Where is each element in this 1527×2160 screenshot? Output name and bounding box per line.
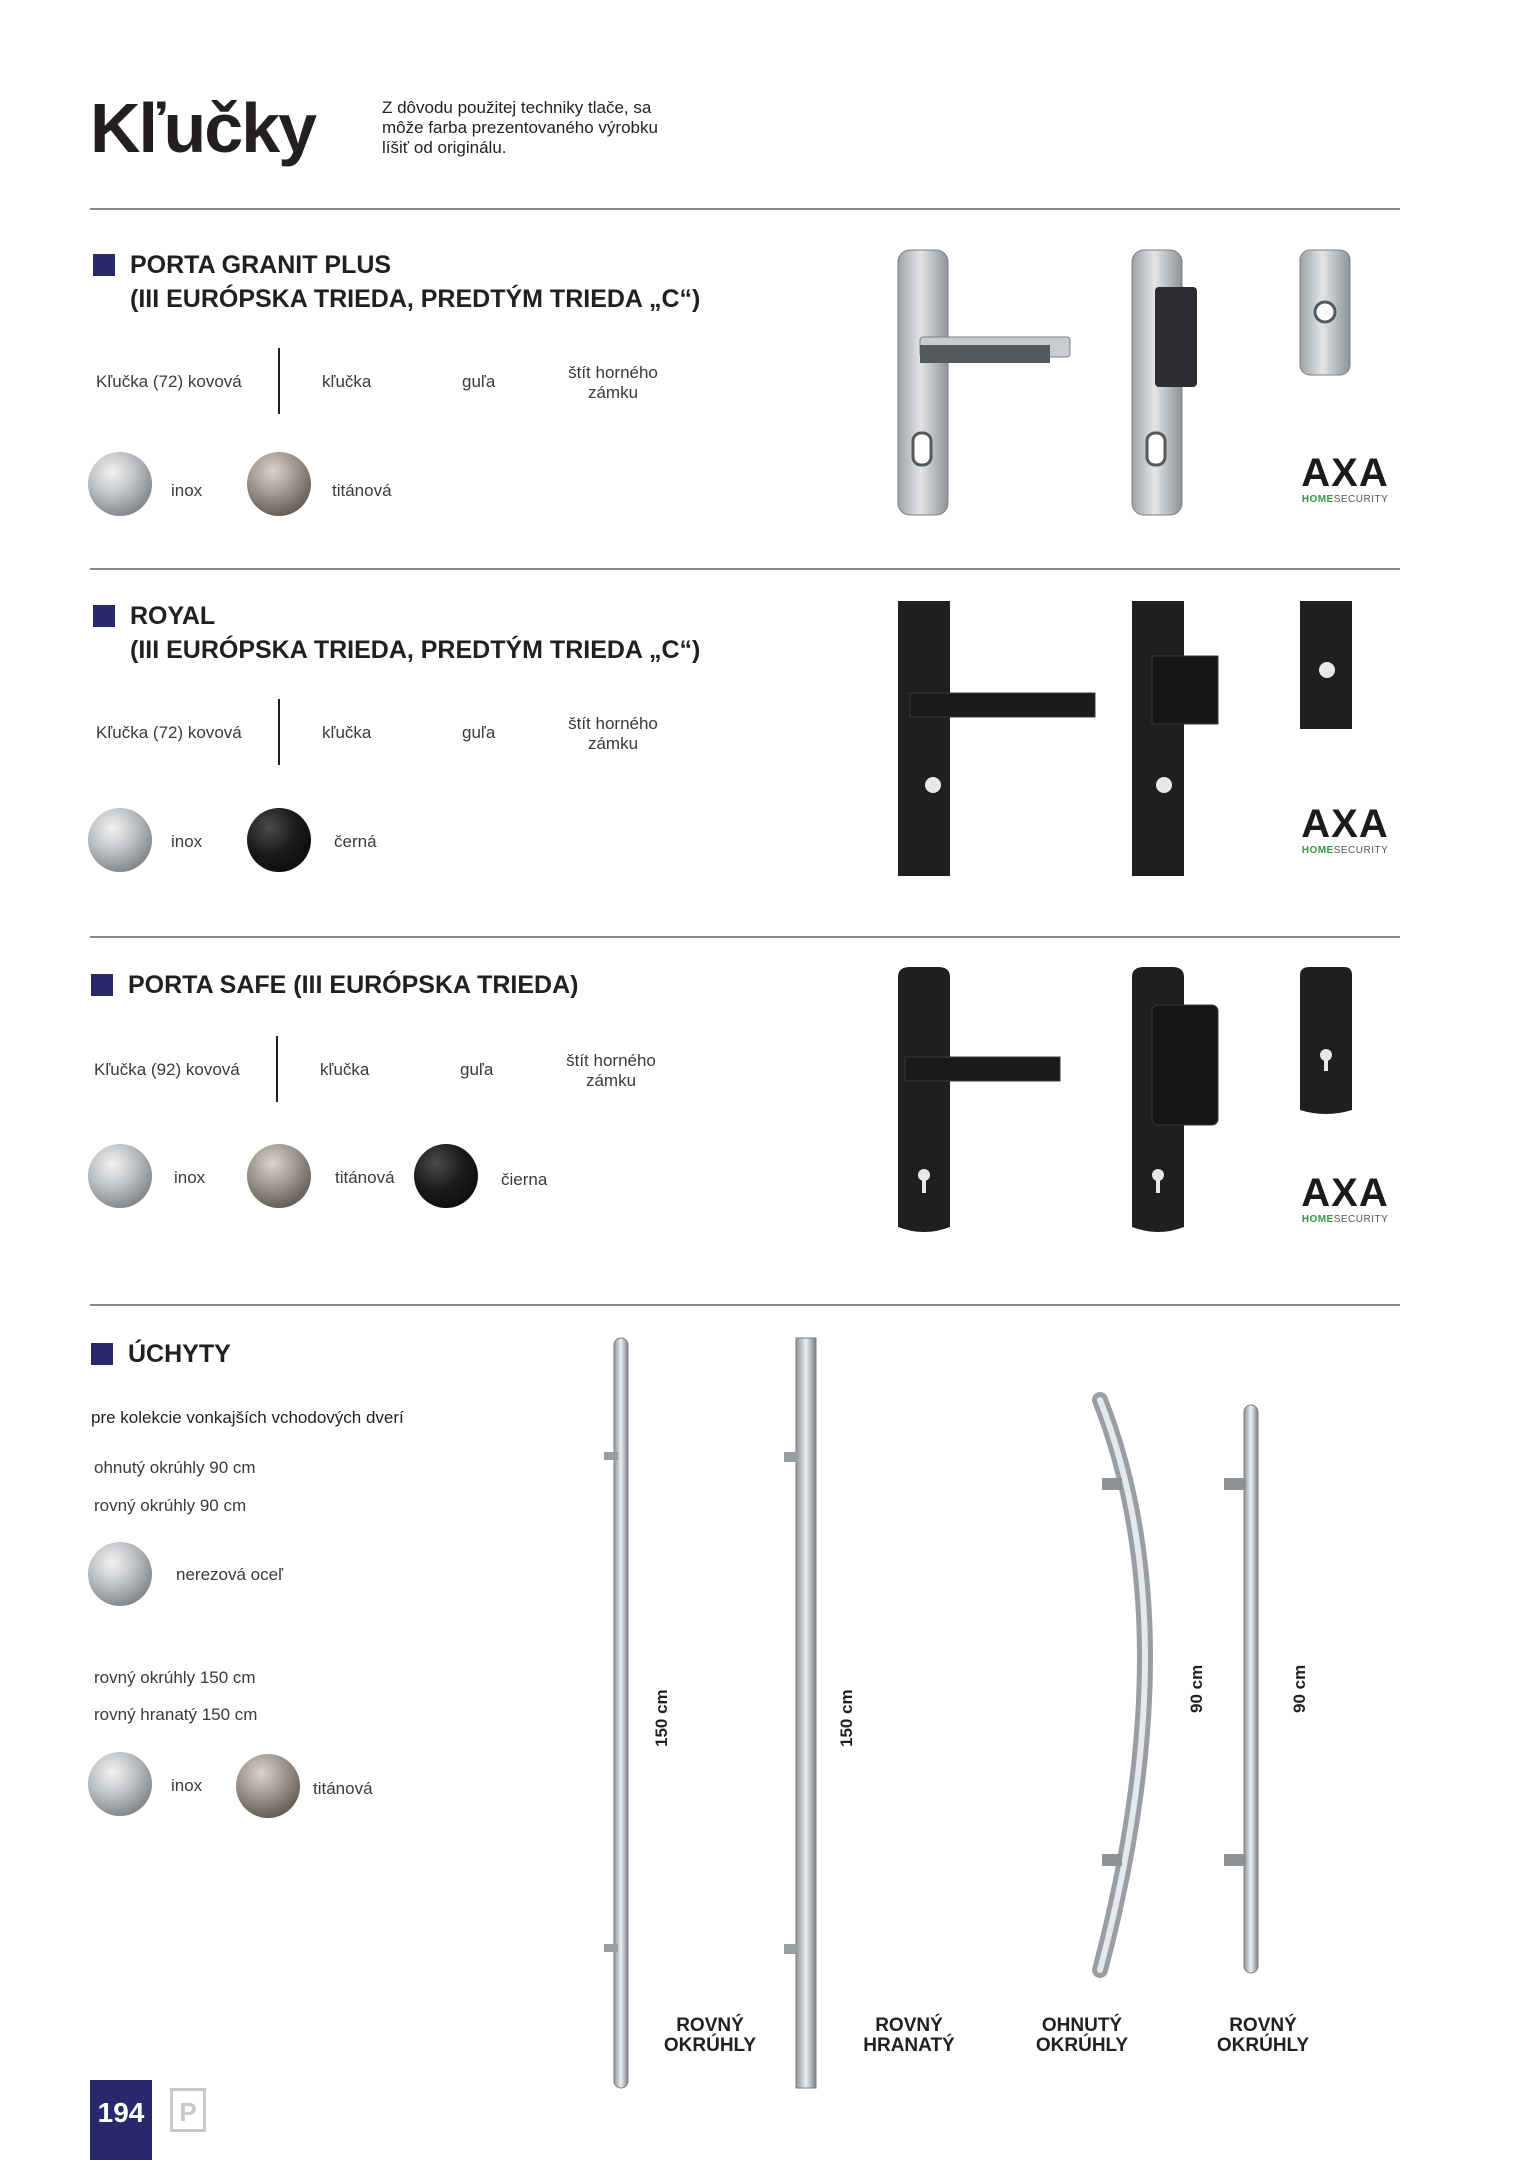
column-divider <box>276 1036 278 1102</box>
axa-logo: AXA HOMESECURITY <box>1301 451 1389 505</box>
publisher-logo: P <box>170 2088 206 2132</box>
section-marker <box>93 605 115 627</box>
page-number: 194 <box>90 2080 152 2160</box>
swatch-label: inox <box>171 832 203 851</box>
lever-handle-plate <box>898 601 1095 876</box>
column-label: Kľučka (92) kovová <box>94 1060 240 1079</box>
column-label: štít horného zámku <box>566 1051 656 1090</box>
swatch-inox <box>88 808 152 872</box>
dimension-label: 90 cm <box>1290 1664 1309 1713</box>
column-label: kľučka <box>320 1060 370 1079</box>
section-title: ÚCHYTY <box>128 1340 231 1368</box>
pull-handles-illustration <box>590 1330 1350 2090</box>
pull-variant: rovný okrúhly 150 cm <box>94 1668 256 1687</box>
pull-variant: rovný okrúhly 90 cm <box>94 1496 247 1515</box>
divider <box>90 208 1400 210</box>
pull-caption: ROVNÝ HRANATÝ <box>863 2015 955 2056</box>
column-divider <box>278 699 280 765</box>
column-label: štít horného zámku <box>568 363 658 402</box>
pull-bent-90 <box>1100 1400 1145 1970</box>
section-marker <box>91 1343 113 1365</box>
column-label: kľučka <box>322 723 372 742</box>
swatch-stainless <box>88 1542 152 1606</box>
lock-shield <box>1300 601 1352 729</box>
swatch-black <box>414 1144 478 1208</box>
pull-round-90 <box>1224 1405 1258 1973</box>
print-note: Z dôvodu použitej techniky tlače, sa môže farba prezentovaného výrobku líšiť od originálu. <box>382 98 658 157</box>
pull-variant: rovný hranatý 150 cm <box>94 1705 258 1724</box>
swatch-black <box>247 808 311 872</box>
lock-shield <box>1300 967 1352 1114</box>
knob-plate <box>1132 601 1218 876</box>
dimension-label: 150 cm <box>652 1689 671 1747</box>
section-title: ROYAL (III EURÓPSKA TRIEDA, PREDTÝM TRIEDA „C“) <box>130 602 701 664</box>
swatch-inox <box>88 452 152 516</box>
section-title: PORTA GRANIT PLUS (III EURÓPSKA TRIEDA, PREDTÝM TRIEDA „C“) <box>130 251 701 313</box>
pull-round-150 <box>604 1338 628 2088</box>
swatch-label: titánová <box>313 1779 373 1798</box>
column-divider <box>278 348 280 414</box>
axa-logo: AXA HOMESECURITY <box>1301 802 1389 856</box>
axa-logo: AXA HOMESECURITY <box>1301 1171 1389 1225</box>
lever-handle-plate <box>898 967 1060 1232</box>
swatch-inox <box>88 1752 152 1816</box>
column-label: kľučka <box>322 372 372 391</box>
column-label: guľa <box>462 723 496 742</box>
dimension-label: 150 cm <box>837 1689 856 1747</box>
swatch-titanium <box>247 1144 311 1208</box>
section-marker <box>91 974 113 996</box>
pull-caption: ROVNÝ OKRÚHLY <box>1216 2015 1310 2056</box>
column-label: Kľučka (72) kovová <box>96 372 242 391</box>
swatch-inox <box>88 1144 152 1208</box>
swatch-label: černá <box>334 832 377 851</box>
pull-caption: OHNUTÝ OKRÚHLY <box>1035 2015 1129 2056</box>
swatch-label: titánová <box>332 481 392 500</box>
swatch-titanium <box>236 1754 300 1818</box>
swatch-titanium <box>247 452 311 516</box>
divider <box>90 1304 1400 1306</box>
section-marker <box>93 254 115 276</box>
pull-square-150 <box>784 1338 816 2088</box>
column-label: štít horného zámku <box>568 714 658 753</box>
divider <box>90 936 1400 938</box>
swatch-label: inox <box>171 481 203 500</box>
lock-shield <box>1300 250 1350 375</box>
swatch-label: titánová <box>335 1168 395 1187</box>
lever-handle-plate <box>898 250 1070 515</box>
swatch-label: nerezová oceľ <box>176 1565 284 1584</box>
pull-variant: ohnutý okrúhly 90 cm <box>94 1458 256 1477</box>
pulls-subtitle: pre kolekcie vonkajších vchodových dverí <box>91 1408 404 1427</box>
swatch-label: čierna <box>501 1170 548 1189</box>
divider <box>90 568 1400 570</box>
column-label: guľa <box>460 1060 494 1079</box>
section-title: PORTA SAFE (III EURÓPSKA TRIEDA) <box>128 971 579 999</box>
knob-plate <box>1132 250 1197 515</box>
knob-plate <box>1132 967 1218 1232</box>
column-label: Kľučka (72) kovová <box>96 723 242 742</box>
swatch-label: inox <box>174 1168 206 1187</box>
page-title: Kľučky <box>90 89 316 167</box>
dimension-label: 90 cm <box>1187 1664 1206 1713</box>
swatch-label: inox <box>171 1776 203 1795</box>
pull-caption: ROVNÝ OKRÚHLY <box>663 2015 757 2056</box>
column-label: guľa <box>462 372 496 391</box>
